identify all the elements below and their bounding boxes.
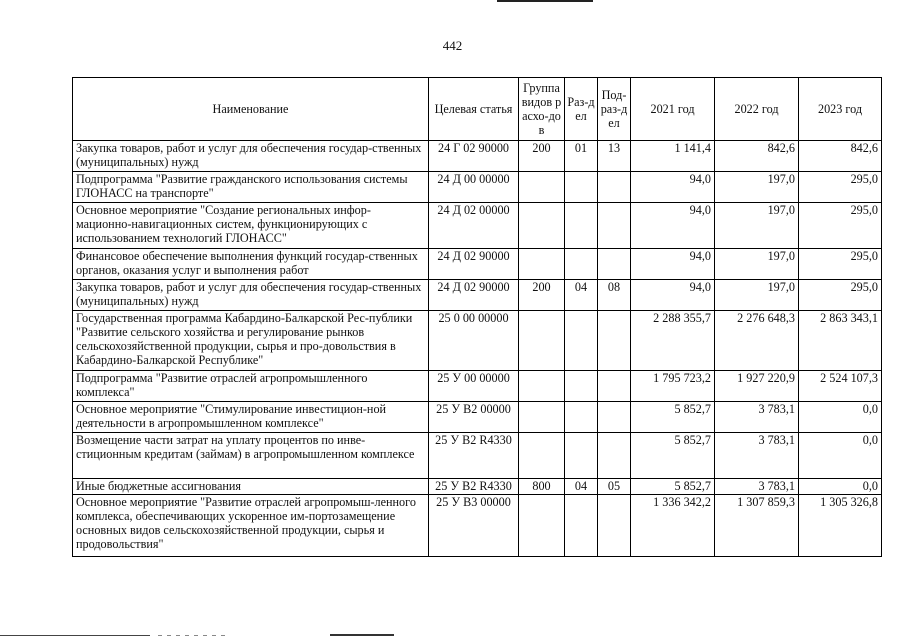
header-2022: 2022 год [715,78,799,141]
cell-group [519,249,565,280]
cell-y2023: 295,0 [799,203,882,249]
table-header-row [73,78,882,141]
cell-y2021: 5 852,7 [631,433,715,479]
cell-y2021: 5 852,7 [631,479,715,495]
cell-target: 24 Г 02 90000 [429,141,519,172]
header-name: Наименование [73,78,429,141]
cell-y2021: 5 852,7 [631,402,715,433]
cell-group: 800 [519,479,565,495]
cell-y2022: 1 307 859,3 [715,495,799,557]
table-row [73,371,882,402]
cell-section [565,203,598,249]
header-rule [497,0,593,2]
cell-name: Основное мероприятие "Стимулирование инвестицион-ной деятельности в агропромышленном комплексе" [73,402,429,433]
cell-subsection: 05 [598,479,631,495]
cell-subsection: 08 [598,280,631,311]
cell-section: 04 [565,280,598,311]
cell-y2023: 2 524 107,3 [799,371,882,402]
footer-mark [330,634,394,636]
cell-y2021: 1 795 723,2 [631,371,715,402]
header-2023: 2023 год [799,78,882,141]
cell-y2022: 197,0 [715,249,799,280]
table-row [73,311,882,371]
cell-target: 24 Д 02 90000 [429,280,519,311]
cell-name: Подпрограмма "Развитие гражданского использования системы ГЛОНАСС на транспорте" [73,172,429,203]
cell-name: Возмещение части затрат на уплату процентов по инве-стиционным кредитам (займам) в агропромышленном комплексе [73,433,429,479]
cell-section [565,311,598,371]
cell-target: 24 Д 02 90000 [429,249,519,280]
cell-target: 25 У В2 R4330 [429,479,519,495]
table-row [73,280,882,311]
cell-name: Основное мероприятие "Создание региональных инфор-мационно-навигационных систем, функционирующих с использованием технологий ГЛОНАСС" [73,203,429,249]
cell-group [519,433,565,479]
table-row [73,495,882,557]
cell-y2023: 0,0 [799,402,882,433]
cell-section [565,402,598,433]
cell-group [519,495,565,557]
cell-y2023: 1 305 326,8 [799,495,882,557]
cell-y2022: 842,6 [715,141,799,172]
cell-y2023: 0,0 [799,479,882,495]
cell-y2021: 2 288 355,7 [631,311,715,371]
cell-subsection: 13 [598,141,631,172]
table-row [73,402,882,433]
cell-target: 24 Д 00 00000 [429,172,519,203]
cell-section [565,433,598,479]
cell-name: Финансовое обеспечение выполнения функций государ-ственных органов, оказания услуг и выполнения работ [73,249,429,280]
cell-name: Основное мероприятие "Развитие отраслей агропромыш-ленного комплекса, обеспечивающих ускоренное им-портозамещение основных видов сельскохозяйственной продукции, сырья и продовольствия" [73,495,429,557]
cell-y2021: 94,0 [631,172,715,203]
cell-y2023: 842,6 [799,141,882,172]
cell-y2021: 1 336 342,2 [631,495,715,557]
cell-name: Государственная программа Кабардино-Балкарской Рес-публики "Развитие сельского хозяйства и регулирование рынков сельскохозяйственной продукции, сырья и про-довольствия в Кабардино-Балкарской Республике" [73,311,429,371]
table-row [73,433,882,479]
cell-subsection [598,495,631,557]
cell-section: 01 [565,141,598,172]
header-target: Целевая статья [429,78,519,141]
cell-y2022: 3 783,1 [715,402,799,433]
cell-target: 25 0 00 00000 [429,311,519,371]
cell-subsection [598,433,631,479]
cell-y2023: 0,0 [799,433,882,479]
header-subsection: Под-раз-дел [598,78,631,141]
cell-target: 25 У В2 00000 [429,402,519,433]
cell-subsection [598,311,631,371]
cell-y2022: 1 927 220,9 [715,371,799,402]
cell-group [519,203,565,249]
cell-y2021: 94,0 [631,249,715,280]
budget-table [72,77,882,557]
cell-target: 25 У В2 R4330 [429,433,519,479]
cell-y2023: 2 863 343,1 [799,311,882,371]
cell-y2022: 197,0 [715,172,799,203]
cell-subsection [598,249,631,280]
footer-rule [0,635,150,636]
cell-name: Иные бюджетные ассигнования [73,479,429,495]
cell-section [565,495,598,557]
cell-y2022: 197,0 [715,203,799,249]
cell-group: 200 [519,141,565,172]
cell-y2022: 2 276 648,3 [715,311,799,371]
cell-subsection [598,371,631,402]
cell-target: 24 Д 02 00000 [429,203,519,249]
cell-group: 200 [519,280,565,311]
table-row [73,172,882,203]
cell-y2023: 295,0 [799,172,882,203]
cell-subsection [598,172,631,203]
cell-y2022: 3 783,1 [715,479,799,495]
table-row [73,249,882,280]
cell-group [519,402,565,433]
cell-y2021: 1 141,4 [631,141,715,172]
cell-y2022: 3 783,1 [715,433,799,479]
footer-dotted-rule [158,635,228,636]
cell-group [519,311,565,371]
cell-y2023: 295,0 [799,249,882,280]
cell-y2022: 197,0 [715,280,799,311]
table-row [73,203,882,249]
cell-target: 25 У В3 00000 [429,495,519,557]
cell-section: 04 [565,479,598,495]
header-group: Группа видов расхо-дов [519,78,565,141]
table-row [73,479,882,495]
cell-name: Закупка товаров, работ и услуг для обеспечения государ-ственных (муниципальных) нужд [73,280,429,311]
cell-name: Закупка товаров, работ и услуг для обеспечения государ-ственных (муниципальных) нужд [73,141,429,172]
cell-name: Подпрограмма "Развитие отраслей агропромышленного комплекса" [73,371,429,402]
cell-section [565,172,598,203]
header-section: Раз-дел [565,78,598,141]
cell-section [565,249,598,280]
cell-subsection [598,402,631,433]
page-number: 442 [442,38,463,53]
cell-group [519,371,565,402]
header-2021: 2021 год [631,78,715,141]
table-row [73,141,882,172]
cell-y2023: 295,0 [799,280,882,311]
cell-subsection [598,203,631,249]
cell-group [519,172,565,203]
cell-y2021: 94,0 [631,203,715,249]
cell-y2021: 94,0 [631,280,715,311]
cell-target: 25 У 00 00000 [429,371,519,402]
cell-section [565,371,598,402]
